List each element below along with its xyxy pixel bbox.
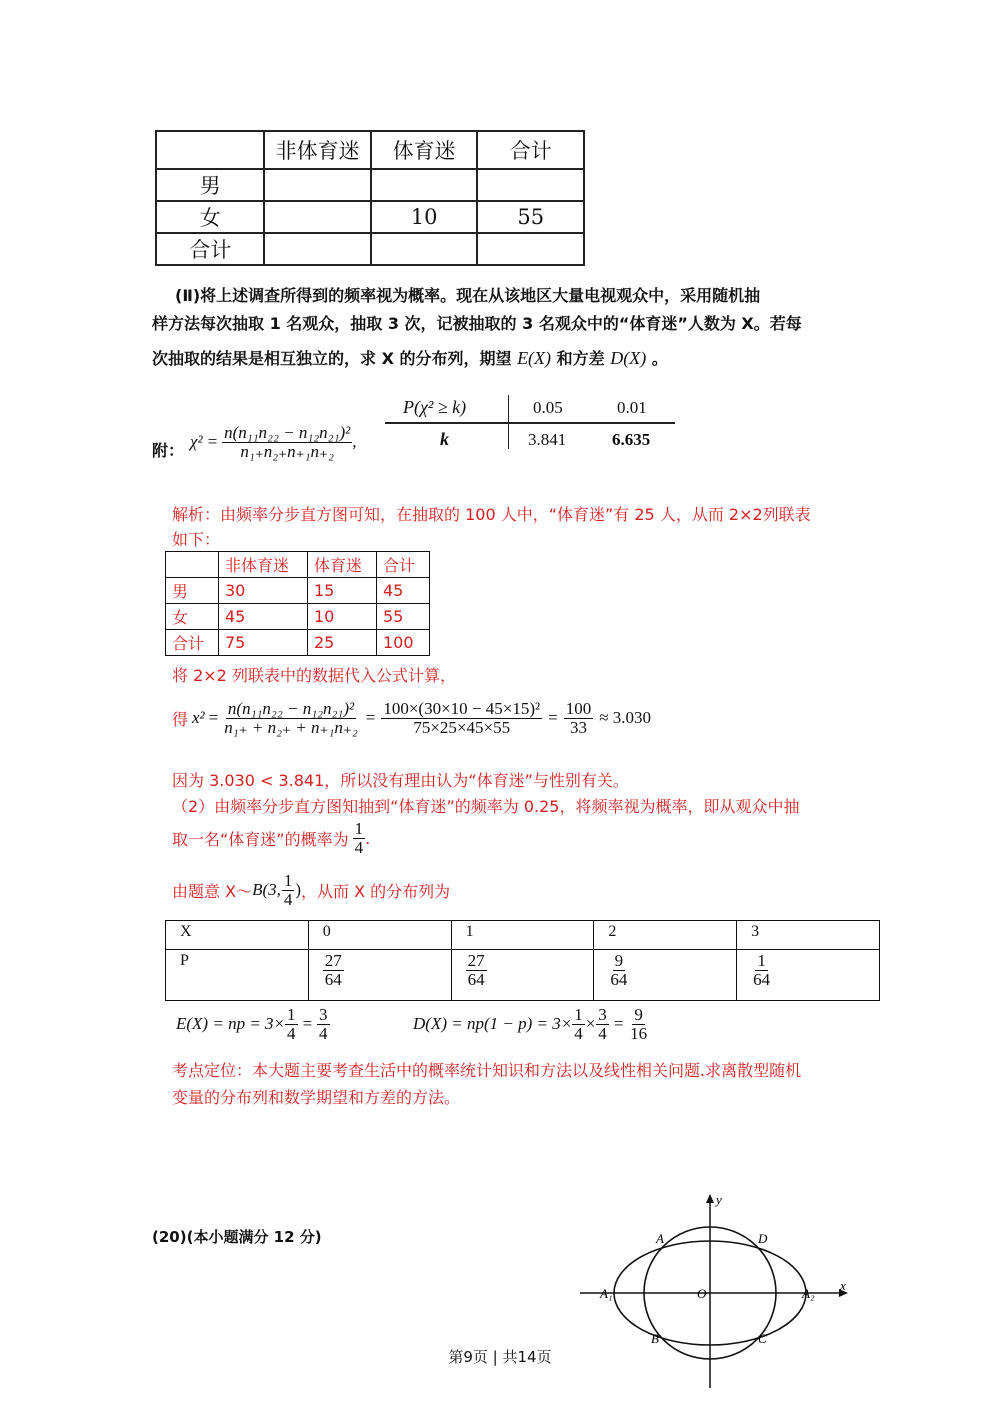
approx-result: ≈ 3.030 (599, 708, 652, 728)
table-cell: 100 (377, 630, 430, 656)
table-cell (594, 950, 737, 1001)
part2-line1: （2）由频率分步直方图知抽到“体育迷”的频率为 0.25，将频率视为概率，即从观众中抽 (172, 797, 800, 816)
fraction-numerator: 9 (614, 951, 624, 970)
y-axis-arrow (706, 1194, 714, 1203)
table-cell: 10 (371, 201, 478, 233)
point-a1-label: A₁ (600, 1286, 613, 1301)
fraction-denominator: 64 (324, 969, 342, 989)
computation-fraction (381, 700, 542, 737)
fraction-numerator: 1 (757, 951, 766, 970)
table-cell: 非体育迷 (219, 552, 308, 578)
chi-symbol: χ² (190, 432, 203, 452)
question2-and: 和方差 (556, 349, 605, 368)
table-cell: 30 (219, 578, 308, 604)
expectation-fraction (285, 1006, 298, 1043)
k-header: k (440, 429, 449, 449)
variance-symbol: D(X) (610, 348, 647, 368)
fraction-denominator: 64 (753, 969, 771, 989)
fraction-denominator: n₁₊ + n₂₊ + n₊₁n₊₂ (224, 717, 358, 737)
table-cell: 1 (451, 921, 594, 950)
fraction-numerator: 3 (598, 1005, 607, 1024)
chi-square-computation: 得 x² = $\frac{\text{n(n₁₁n₂₂ − n₁₂n₂₁)²}}{\text{n₁₊ + n₂₊ + n₊₁n₊₂}}$ = $\frac{\text{100×(30×10 − 45×15)²}}{75\times 25\times 45\times 55}$ = $\frac{100}{33}$ ≈ 3.030 (172, 699, 652, 737)
table-cell: 非体育迷 (264, 131, 370, 169)
table-cell: X (166, 921, 309, 950)
table-cell: 15 (308, 578, 377, 604)
fraction-denominator: 4 (598, 1023, 607, 1043)
table-cell (308, 950, 451, 1001)
fraction-denominator: 64 (467, 969, 485, 989)
solution-intro-line1: 解析：由频率分步直方图可知，在抽取的 100 人中，“体育迷”有 25 人，从而 2×2列联表 (172, 505, 811, 524)
fraction-numerator: n(n₁₁n₂₂ − n₁₂n₂₁)² (227, 699, 355, 718)
table-cell: 45 (219, 604, 308, 630)
variance-lhs: D(X) = np(1 − p) = 3× (413, 1014, 573, 1034)
survey-table (155, 130, 585, 266)
p-value: 0.01 (617, 398, 647, 417)
question2-line2: 样方法每次抽取 1 名观众，抽取 3 次，记被抽取的 3 名观众中的“体育迷”人数为 X。若每 (152, 314, 802, 333)
fraction-denominator: 4 (319, 1023, 328, 1043)
table-cell: 55 (377, 604, 430, 630)
table-cell (477, 169, 584, 201)
table-cell: 25 (308, 630, 377, 656)
question2-line3-text: 次抽取的结果是相互独立的，求 X 的分布列，期望 (152, 349, 512, 368)
y-label: y (716, 1192, 722, 1207)
formula-comma: , (352, 432, 357, 452)
fraction-numerator: 27 (324, 951, 342, 970)
table-cell: P (166, 950, 309, 1001)
table-cell: 0 (308, 921, 451, 950)
part2-line2 (172, 820, 370, 857)
binomial-symbol: B(3, (252, 880, 281, 900)
variance-fraction (596, 1006, 609, 1043)
get-label: 得 (172, 709, 189, 729)
fraction-numerator: 3 (319, 1005, 328, 1024)
probability-fraction (323, 952, 344, 989)
expectation-lhs: E(X) = np = 3× (176, 1014, 286, 1034)
probability-fraction (353, 820, 366, 857)
table-cell: 体育迷 (371, 131, 478, 169)
x-label: x (840, 1278, 846, 1293)
fraction-numerator: 27 (467, 951, 485, 970)
fraction-numerator: 100×(30×10 − 45×15)² (383, 699, 541, 718)
fraction-denominator: 64 (610, 969, 628, 989)
point-d-label: D (758, 1231, 768, 1246)
formula-denominator: n₁₊n₂₊n₊₁n₊₂ (240, 441, 334, 461)
chi-square-formula: χ² = $\frac{\text{n(n₁₁n₂₂ − n₁₂n₂₁)²}}{\text{n₁₊n₂₊n₊₁n₊₂}}$ , (190, 423, 357, 461)
p-value: 0.05 (533, 398, 563, 417)
table-cell: 10 (308, 604, 377, 630)
table-row (166, 921, 880, 950)
fraction-numerator: 1 (574, 1005, 583, 1024)
fraction-denominator: 4 (283, 889, 293, 909)
because-text: 因为 3.030 < 3.841，所以没有理由认为“体育迷”与性别有关。 (172, 771, 629, 790)
times-sign: × (584, 1014, 597, 1034)
appendix-label: 附： (152, 441, 185, 460)
fraction-numerator: 9 (634, 1005, 643, 1024)
chi-symbol: x² (192, 708, 205, 728)
question2-line1: (Ⅱ)将上述调查所得到的频率视为概率。现在从该地区大量电视观众中，采用随机抽 (175, 286, 761, 305)
table-cell (737, 950, 880, 1001)
k-value: 6.635 (612, 430, 651, 449)
critical-value-table (385, 395, 675, 455)
page-footer: 第9页 | 共14页 (448, 1348, 552, 1366)
table-cell: 3 (737, 921, 880, 950)
fraction-denominator: 4 (354, 837, 364, 857)
table-cell: 体育迷 (308, 552, 377, 578)
part2-line2-end: . (365, 828, 371, 848)
table-row (156, 233, 584, 265)
point-c-label: C (758, 1331, 767, 1346)
table-cell (156, 131, 264, 169)
table-cell (264, 233, 370, 265)
point-a2-label: A₂ (802, 1286, 815, 1301)
probability-fraction (751, 952, 772, 989)
table-cell: 合计 (156, 233, 264, 265)
table-cell (166, 552, 219, 578)
distribution-intro (172, 872, 450, 909)
table-row (166, 552, 430, 578)
expectation-symbol: E(X) (517, 348, 552, 368)
table-rule (385, 422, 675, 424)
substitute-text: 将 2×2 列联表中的数据代入公式计算， (172, 666, 456, 685)
distribution-intro-a: 由题意 X～ (172, 881, 253, 901)
table-cell: 女 (156, 201, 264, 233)
table-cell: 男 (156, 169, 264, 201)
chi-fraction (222, 424, 352, 461)
variance-fraction (572, 1006, 585, 1043)
probability-fraction (466, 952, 487, 989)
fraction-numerator: 100 (565, 699, 592, 718)
equals-sign: = (612, 1014, 625, 1034)
table-cell: 女 (166, 604, 219, 630)
table-row (166, 950, 880, 1001)
probability-fraction (608, 952, 629, 989)
binomial-fraction (282, 872, 295, 909)
contingency-table (165, 551, 430, 656)
distribution-table (165, 920, 880, 1001)
formula-numerator: n(n₁₁n₂₂ − n₁₂n₂₁)² (224, 423, 351, 442)
problem20-title: (20)(本小题满分 12 分) (152, 1228, 322, 1246)
question2-line3 (152, 346, 668, 369)
table-cell (371, 169, 478, 201)
point-b-label: B (651, 1331, 659, 1346)
table-cell (264, 169, 370, 201)
table-cell (371, 233, 478, 265)
table-cell: 75 (219, 630, 308, 656)
table-divider (508, 395, 509, 449)
table-cell: 45 (377, 578, 430, 604)
variance-formula (413, 1006, 649, 1043)
fraction-denominator: 4 (574, 1023, 583, 1043)
kaodian-line2: 变量的分布列和数学期望和方差的方法。 (172, 1088, 461, 1107)
fraction-numerator: 1 (283, 871, 293, 890)
table-row (156, 201, 584, 233)
table-cell: 男 (166, 578, 219, 604)
table-cell: 55 (477, 201, 584, 233)
table-row (156, 169, 584, 201)
fraction-denominator: 33 (569, 717, 587, 737)
table-cell (264, 201, 370, 233)
table-cell: 合计 (377, 552, 430, 578)
fraction-denominator: 4 (287, 1023, 296, 1043)
kaodian-line1: 考点定位：本大题主要考查生活中的概率统计知识和方法以及线性相关问题.求离散型随机 (172, 1061, 802, 1080)
table-row (166, 630, 430, 656)
table-cell (477, 233, 584, 265)
part2-line2-text: 取一名“体育迷”的概率为 (172, 829, 349, 849)
chi-fraction (222, 700, 359, 737)
table-cell: 2 (594, 921, 737, 950)
p-header: P(χ² ≥ k) (403, 397, 467, 417)
table-row (166, 578, 430, 604)
fraction-numerator: 1 (287, 1005, 296, 1024)
question2-end: 。 (651, 349, 668, 368)
binomial-close: ) (295, 880, 302, 900)
result-fraction (564, 700, 594, 737)
table-cell: 合计 (477, 131, 584, 169)
k-value: 3.841 (528, 430, 567, 449)
variance-result (628, 1006, 649, 1043)
expectation-result (317, 1006, 330, 1043)
table-cell: 合计 (166, 630, 219, 656)
distribution-intro-b: ，从而 X 的分布列为 (301, 881, 451, 901)
origin-label: O (697, 1286, 707, 1301)
equals-sign: = (301, 1014, 313, 1034)
table-cell (451, 950, 594, 1001)
table-row (166, 604, 430, 630)
fraction-denominator: 75×25×45×55 (413, 717, 511, 737)
table-row (156, 131, 584, 169)
fraction-denominator: 16 (630, 1023, 648, 1043)
solution-intro-line2: 如下： (172, 530, 221, 549)
fraction-numerator: 1 (354, 819, 364, 838)
expectation-formula (176, 1006, 330, 1043)
point-a-label: A (656, 1231, 664, 1246)
